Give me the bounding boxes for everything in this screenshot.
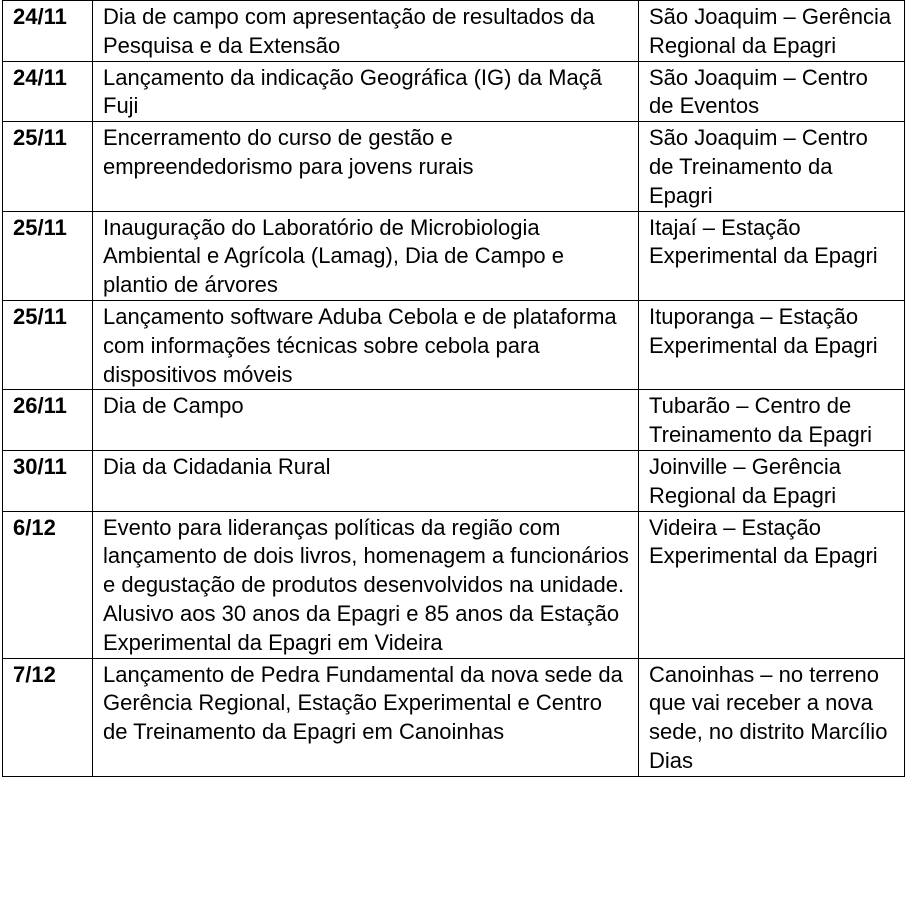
table-row — [3, 122, 905, 211]
event-description: Evento para lideranças políticas da região com lançamento de dois livros, homenagem a funcionários e degustação de produtos desenvolvidos na unidade. Alusivo aos 30 anos da Epagri e 85 anos da Estação Experimental da Epagri em Videira — [93, 511, 639, 658]
event-location: Itajaí – Estação Experimental da Epagri — [639, 211, 905, 300]
event-date: 26/11 — [3, 390, 93, 451]
table-row — [3, 300, 905, 389]
event-description: Encerramento do curso de gestão e empreendedorismo para jovens rurais — [93, 122, 639, 211]
event-location: Joinville – Gerência Regional da Epagri — [639, 450, 905, 511]
table-row — [3, 511, 905, 658]
events-table — [2, 0, 905, 777]
event-location: Tubarão – Centro de Treinamento da Epagri — [639, 390, 905, 451]
table-row — [3, 211, 905, 300]
event-description: Lançamento de Pedra Fundamental da nova sede da Gerência Regional, Estação Experimental e Centro de Treinamento da Epagri em Canoinhas — [93, 658, 639, 776]
event-location: São Joaquim – Gerência Regional da Epagri — [639, 1, 905, 62]
table-row — [3, 1, 905, 62]
event-description: Lançamento da indicação Geográfica (IG) da Maçã Fuji — [93, 61, 639, 122]
event-date: 7/12 — [3, 658, 93, 776]
event-description: Dia da Cidadania Rural — [93, 450, 639, 511]
table-row — [3, 450, 905, 511]
event-location: Ituporanga – Estação Experimental da Epagri — [639, 300, 905, 389]
event-location: Videira – Estação Experimental da Epagri — [639, 511, 905, 658]
event-description: Dia de campo com apresentação de resultados da Pesquisa e da Extensão — [93, 1, 639, 62]
event-date: 25/11 — [3, 122, 93, 211]
table-row — [3, 658, 905, 776]
event-date: 24/11 — [3, 1, 93, 62]
event-description: Inauguração do Laboratório de Microbiologia Ambiental e Agrícola (Lamag), Dia de Campo e plantio de árvores — [93, 211, 639, 300]
event-date: 25/11 — [3, 211, 93, 300]
event-description: Lançamento software Aduba Cebola e de plataforma com informações técnicas sobre cebola para dispositivos móveis — [93, 300, 639, 389]
event-date: 6/12 — [3, 511, 93, 658]
event-location: São Joaquim – Centro de Treinamento da Epagri — [639, 122, 905, 211]
table-row — [3, 390, 905, 451]
event-location: Canoinhas – no terreno que vai receber a nova sede, no distrito Marcílio Dias — [639, 658, 905, 776]
event-date: 24/11 — [3, 61, 93, 122]
event-description: Dia de Campo — [93, 390, 639, 451]
table-row — [3, 61, 905, 122]
event-location: São Joaquim – Centro de Eventos — [639, 61, 905, 122]
event-date: 25/11 — [3, 300, 93, 389]
event-date: 30/11 — [3, 450, 93, 511]
